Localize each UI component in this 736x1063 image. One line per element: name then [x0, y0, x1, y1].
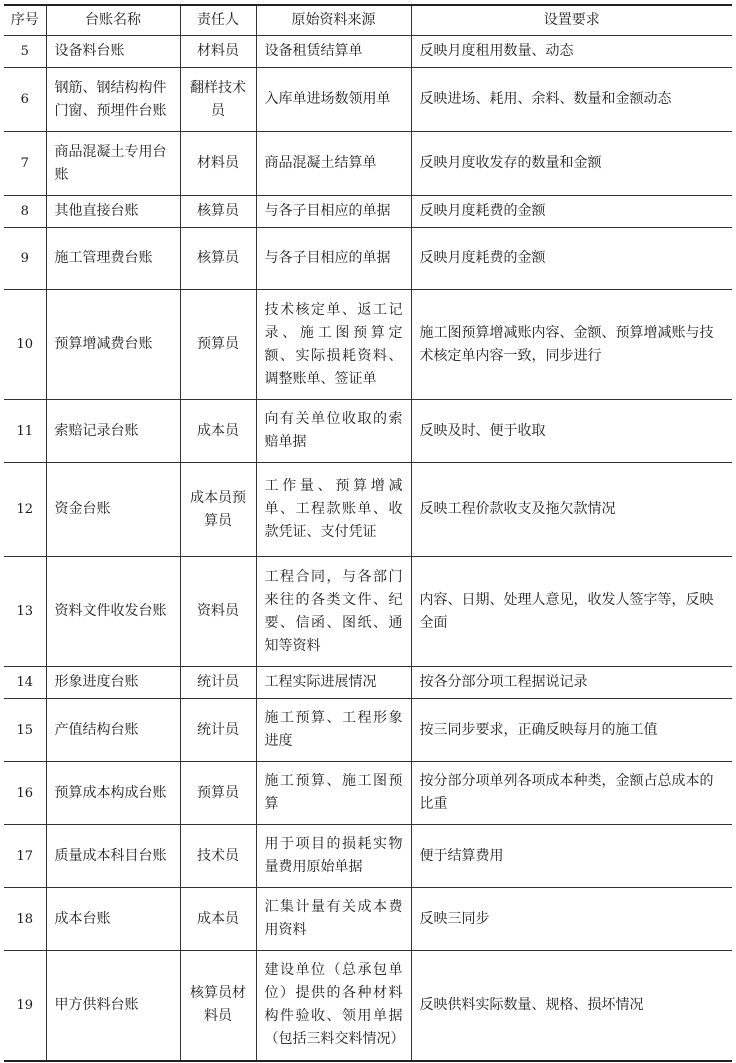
row-number: 6	[4, 68, 46, 132]
setup-requirement: 按分部分项单列各项成本种类，金额占总成本的比重	[411, 762, 732, 825]
setup-requirement: 施工图预算增减账内容、金额、预算增减账与技术核定单内容一致，同步进行	[411, 290, 732, 400]
setup-requirement: 反映月度租用数量、动态	[411, 36, 732, 68]
header-no: 序号	[4, 5, 46, 36]
ledger-name: 钢筋、钢结构构件门窗、预埋件台账	[46, 68, 180, 132]
setup-requirement: 反映工程价款收支及拖欠款情况	[411, 463, 732, 557]
row-number: 7	[4, 132, 46, 196]
responsible-person: 成本员	[180, 400, 256, 463]
ledger-name: 资金台账	[46, 463, 180, 557]
table-row	[4, 400, 732, 463]
table-row	[4, 68, 732, 132]
source-material: 入库单进场数领用单	[256, 68, 411, 132]
responsible-person: 材料员	[180, 36, 256, 68]
setup-requirement: 按各分部分项工程据说记录	[411, 667, 732, 699]
source-material: 与各子目相应的单据	[256, 228, 411, 290]
source-material: 施工预算、施工图预算	[256, 762, 411, 825]
ledger-name: 资料文件收发台账	[46, 557, 180, 667]
setup-requirement: 反映供料实际数量、规格、损坏情况	[411, 951, 732, 1061]
source-material: 工程合同，与各部门来往的各类文件、纪要、信函、图纸、通知等资料	[256, 557, 411, 667]
row-number: 19	[4, 951, 46, 1061]
setup-requirement: 反映及时、便于收取	[411, 400, 732, 463]
source-material: 向有关单位收取的索赔单据	[256, 400, 411, 463]
ledger-name: 成本台账	[46, 888, 180, 951]
source-material: 工程实际进展情况	[256, 667, 411, 699]
header-name: 台账名称	[46, 5, 180, 36]
setup-requirement: 反映月度耗费的金额	[411, 196, 732, 228]
table-row	[4, 825, 732, 888]
source-material: 施工预算、工程形象进度	[256, 699, 411, 762]
source-material: 建设单位（总承包单位）提供的各种材料构件验收、领用单据（包括三料交料情况）	[256, 951, 411, 1061]
source-material: 与各子目相应的单据	[256, 196, 411, 228]
ledger-name: 设备料台账	[46, 36, 180, 68]
responsible-person: 核算员材料员	[180, 951, 256, 1061]
setup-requirement: 便于结算费用	[411, 825, 732, 888]
responsible-person: 核算员	[180, 196, 256, 228]
setup-requirement: 内容、日期、处理人意见，收发人签字等，反映全面	[411, 557, 732, 667]
responsible-person: 成本员预算员	[180, 463, 256, 557]
row-number: 15	[4, 699, 46, 762]
source-material: 商品混凝土结算单	[256, 132, 411, 196]
row-number: 14	[4, 667, 46, 699]
ledger-name: 预算增减费台账	[46, 290, 180, 400]
row-number: 8	[4, 196, 46, 228]
setup-requirement: 反映进场、耗用、余料、数量和金额动态	[411, 68, 732, 132]
responsible-person: 统计员	[180, 667, 256, 699]
source-material: 用于项目的损耗实物量费用原始单据	[256, 825, 411, 888]
row-number: 10	[4, 290, 46, 400]
table-row	[4, 667, 732, 699]
table-row	[4, 290, 732, 400]
header-person: 责任人	[180, 5, 256, 36]
setup-requirement: 按三同步要求，正确反映每月的施工值	[411, 699, 732, 762]
table-row	[4, 36, 732, 68]
ledger-name: 形象进度台账	[46, 667, 180, 699]
setup-requirement: 反映三同步	[411, 888, 732, 951]
ledger-name: 其他直接台账	[46, 196, 180, 228]
source-material: 汇集计量有关成本费用资料	[256, 888, 411, 951]
header-source: 原始资料来源	[256, 5, 411, 36]
header-requirement: 设置要求	[411, 5, 732, 36]
header-row	[4, 5, 732, 36]
table-row	[4, 228, 732, 290]
responsible-person: 统计员	[180, 699, 256, 762]
responsible-person: 预算员	[180, 762, 256, 825]
setup-requirement: 反映月度收发存的数量和金额	[411, 132, 732, 196]
table-row	[4, 196, 732, 228]
ledger-table	[4, 4, 732, 1062]
responsible-person: 核算员	[180, 228, 256, 290]
responsible-person: 技术员	[180, 825, 256, 888]
responsible-person: 翻样技术员	[180, 68, 256, 132]
row-number: 11	[4, 400, 46, 463]
table-row	[4, 951, 732, 1061]
ledger-name: 质量成本科目台账	[46, 825, 180, 888]
row-number: 17	[4, 825, 46, 888]
ledger-name: 甲方供料台账	[46, 951, 180, 1061]
row-number: 9	[4, 228, 46, 290]
responsible-person: 预算员	[180, 290, 256, 400]
responsible-person: 成本员	[180, 888, 256, 951]
table-row	[4, 132, 732, 196]
table-row	[4, 762, 732, 825]
table-row	[4, 888, 732, 951]
ledger-name: 商品混凝土专用台账	[46, 132, 180, 196]
table-row	[4, 699, 732, 762]
source-material: 工作量、预算增减单、工程款账单、收款凭证、支付凭证	[256, 463, 411, 557]
row-number: 5	[4, 36, 46, 68]
table-row	[4, 557, 732, 667]
ledger-name: 产值结构台账	[46, 699, 180, 762]
setup-requirement: 反映月度耗费的金额	[411, 228, 732, 290]
ledger-name: 施工管理费台账	[46, 228, 180, 290]
responsible-person: 材料员	[180, 132, 256, 196]
row-number: 16	[4, 762, 46, 825]
source-material: 设备租赁结算单	[256, 36, 411, 68]
ledger-name: 索赔记录台账	[46, 400, 180, 463]
ledger-name: 预算成本构成台账	[46, 762, 180, 825]
table-row	[4, 463, 732, 557]
row-number: 18	[4, 888, 46, 951]
responsible-person: 资料员	[180, 557, 256, 667]
row-number: 13	[4, 557, 46, 667]
row-number: 12	[4, 463, 46, 557]
source-material: 技术核定单、返工记录、施工图预算定额、实际损耗资料、调整账单、签证单	[256, 290, 411, 400]
